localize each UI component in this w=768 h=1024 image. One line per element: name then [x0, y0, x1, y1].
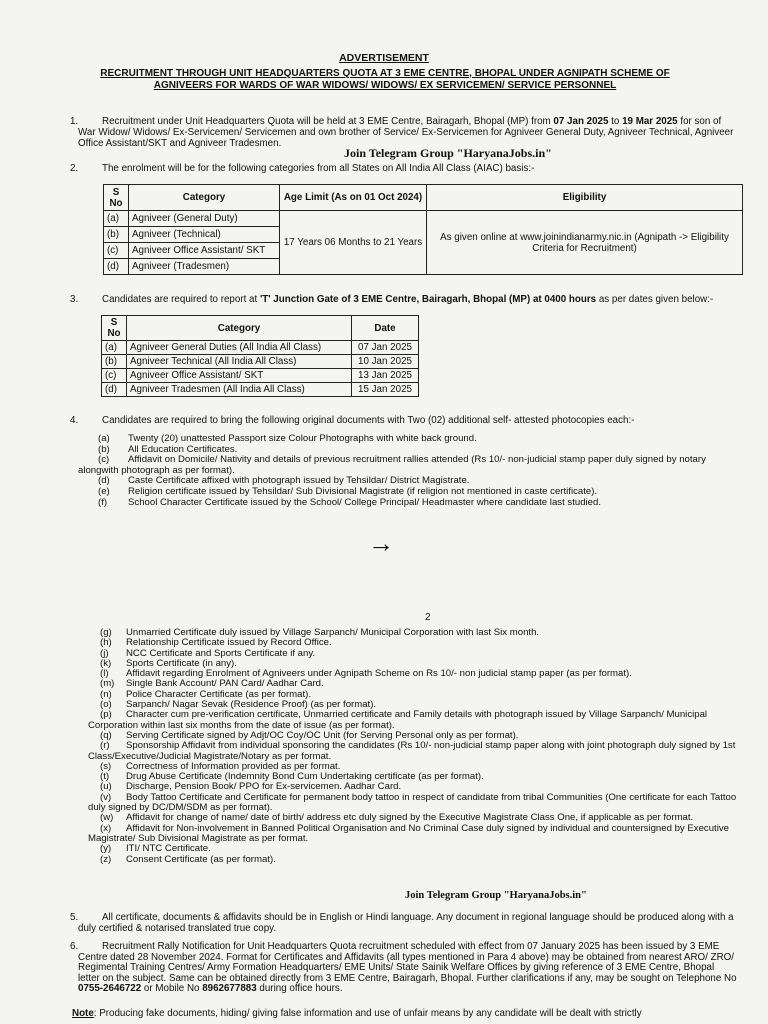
para-2 — [70, 163, 738, 174]
note-label: Note — [72, 1008, 94, 1019]
table2-category: Agniveer General Duties (All India All Class) — [127, 341, 352, 355]
item-label: (q) — [100, 729, 112, 741]
para-6-text-a: Recruitment Rally Notification for Unit Headquarters Quota recruitment scheduled with effect from 07 January 2025 has been issued by 3 EME Centre dated 28 November 2024. Format for Certificates and Affidavits (all types mentioned in Para 4 above) may be obtained from nearest ARO/ ZRO/ Regimental Training Centres/ Army Formation Headquarters/ EME Units/ State Sainik Welfare Offices by giving reference of 3 EME Centre, Bhopal letter on the subject. Same can be obtained directly from 3 EME Centre, Bairagarh, Bhopal. Further clarifications if any, may be sought on Telephone No — [78, 941, 737, 984]
table2-header-date: Date — [352, 316, 419, 341]
table1-header-sno: S No — [104, 185, 129, 211]
list-item — [100, 855, 745, 865]
table2-category: Agniveer Office Assistant/ SKT — [127, 369, 352, 383]
table1-sno: (c) — [104, 243, 129, 259]
item-text: Sponsorship Affidavit from individual sponsoring the candidates (Rs 10/- non-judicial stamp paper along with joint photograph duly signed by 1st Class/Executive/Judicial Magistrate/Notary as per format. — [88, 740, 736, 762]
item-label: (w) — [100, 812, 114, 824]
item-label: (r) — [100, 740, 110, 752]
table1-header-eligibility: Eligibility — [427, 185, 743, 211]
note — [72, 1008, 732, 1019]
para-1-text-b: for son of War Widow/ Widows/ Ex-Servicemen/ Servicemen and own brother of Service/ Ex-Servicemen for Agniveer General Duty, Agniveer Technical, Agniveer Office Assistant/SKT and Agniveer Tradesmen. — [78, 116, 734, 149]
table1-sno: (d) — [104, 259, 129, 275]
subheading: RECRUITMENT THROUGH UNIT HEADQUARTERS QUOTA AT 3 EME CENTRE, BHOPAL UNDER AGNIPATH SCHEME OF AGNIVEERS FOR WARDS OF WAR WIDOWS/ WIDOWS/ EX SERVICEMEN/ SERVICE PERSONNEL — [100, 68, 670, 91]
para-2-number: 2. — [70, 163, 79, 174]
para-1-number: 1. — [70, 116, 79, 127]
para-3-text-a: Candidates are required to report at — [102, 294, 260, 305]
table2-category: Agniveer Technical (All India All Class) — [127, 355, 352, 369]
page-number: 2 — [425, 612, 431, 623]
mobile-number: 8962677883 — [202, 983, 257, 995]
item-label: (u) — [100, 781, 112, 793]
item-text: Affidavit for Non-involvement in Banned Political Organisation and No Criminal Case duly signed by individual and countersigned by Executive Magistrate/ Sub Divisional Magistrate as per format. — [88, 822, 729, 844]
heading: ADVERTISEMENT — [339, 52, 429, 64]
item-label: (m) — [100, 678, 115, 690]
table1-sno: (b) — [104, 227, 129, 243]
item-label: (h) — [100, 637, 112, 649]
para-1-to: to — [608, 116, 623, 127]
table2-sno: (b) — [102, 355, 127, 369]
item-label: (j) — [100, 647, 109, 659]
item-text: Serving Certificate signed by Adjt/OC Coy/OC Unit (for Serving Personal only as per format). — [126, 729, 519, 741]
para-1 — [70, 116, 738, 149]
para-3 — [70, 294, 738, 305]
item-label: (o) — [100, 699, 112, 711]
item-text: NCC Certificate and Sports Certificate if any. — [126, 647, 316, 659]
item-text: Religion certificate issued by Tehsildar/ Sub Divisional Magistrate (if religion not mentioned in caste certificate). — [128, 485, 598, 497]
table2-header-sno: S No — [102, 316, 127, 341]
table2-sno: (c) — [102, 369, 127, 383]
documents-list-page-2 — [88, 627, 745, 865]
item-label: (g) — [100, 627, 112, 638]
item-text: Character cum pre-verification certificate, Unmarried certificate and Family details with photograph issued by Village Sarpanch/ Municipal Corporation within last six months from the date of issue (as per format). — [88, 709, 708, 731]
item-label: (d) — [98, 475, 110, 487]
table2-date: 13 Jan 2025 — [352, 369, 419, 383]
item-text: Relationship Certificate issued by Record Office. — [126, 637, 332, 649]
item-text: Sarpanch/ Nagar Sevak (Residence Proof) (as per format). — [126, 699, 377, 711]
para-1-date-from: 07 Jan 2025 — [553, 116, 609, 127]
item-text: Correctness of Information provided as per format. — [126, 760, 341, 772]
table2-date: 10 Jan 2025 — [352, 355, 419, 369]
table1-category: Agniveer Office Assistant/ SKT — [129, 243, 280, 259]
category-table — [103, 184, 743, 275]
para-4-text: Candidates are required to bring the following original documents with Two (02) additional self- attested photocopies each:- — [102, 415, 635, 426]
item-label: (t) — [100, 771, 110, 783]
telegram-link-2[interactable]: Join Telegram Group "HaryanaJobs.in" — [405, 890, 587, 901]
para-3-bold: 'T' Junction Gate of 3 EME Centre, Bairagarh, Bhopal (MP) at 0400 hours — [259, 294, 597, 305]
list-item — [88, 793, 745, 814]
list-item — [88, 824, 745, 845]
eligibility: As given online at www.joinindianarmy.nic.in (Agnipath -> Eligibility Criteria for Recruitment) — [427, 211, 743, 275]
para-6 — [70, 941, 738, 995]
table1-category: Agniveer (General Duty) — [129, 211, 280, 227]
item-label: (k) — [100, 657, 112, 669]
item-label: (p) — [100, 709, 112, 721]
age-limit: 17 Years 06 Months to 21 Years — [280, 211, 427, 275]
item-label: (a) — [98, 433, 110, 444]
table2-date: 15 Jan 2025 — [352, 383, 419, 397]
item-label: (f) — [98, 496, 108, 508]
item-label: (s) — [100, 760, 112, 772]
para-1-date-to: 19 Mar 2025 — [622, 116, 678, 127]
documents-list-page-1 — [78, 433, 738, 508]
item-label: (c) — [98, 454, 110, 466]
note-text: : Producing fake documents, hiding/ giving false information and use of unfair means by any candidate will be dealt with strictly — [93, 1008, 642, 1019]
item-text: Consent Certificate (as per format). — [126, 853, 276, 865]
item-label: (b) — [98, 443, 110, 455]
table1-category: Agniveer (Tradesmen) — [129, 259, 280, 275]
para-5 — [70, 912, 738, 934]
item-text: Unmarried Certificate duly issued by Village Sarpanch/ Municipal Corporation with last Six month. — [126, 627, 540, 638]
para-3-number: 3. — [70, 294, 79, 305]
item-text: Police Character Certificate (as per format). — [126, 688, 312, 700]
table1-category: Agniveer (Technical) — [129, 227, 280, 243]
item-label: (z) — [100, 853, 112, 865]
item-text: Caste Certificate affixed with photograph issued by Tehsildar/ District Magistrate. — [128, 475, 470, 487]
para-6-text-b: during office hours. — [256, 983, 343, 995]
para-3-text-b: as per dates given below:- — [596, 294, 714, 305]
para-4 — [70, 415, 738, 426]
table2-sno: (d) — [102, 383, 127, 397]
para-4-number: 4. — [70, 415, 79, 426]
item-text: Body Tattoo Certificate and Certificate for permanent body tattoo in respect of candidate from tribal Communities (One certificate for each Tattoo duly signed by DC/DM/SDM as per format). — [88, 791, 737, 814]
item-label: (x) — [100, 822, 112, 834]
para-1-text-a: Recruitment under Unit Headquarters Quota will be held at 3 EME Centre, Bairagarh, Bhopal (MP) from — [102, 116, 554, 127]
item-label: (e) — [98, 485, 110, 497]
table2-date: 07 Jan 2025 — [352, 341, 419, 355]
item-text: Single Bank Account/ PAN Card/ Aadhar Card. — [126, 678, 324, 690]
para-5-number: 5. — [70, 912, 79, 923]
list-item — [88, 710, 745, 731]
schedule-table — [101, 315, 419, 397]
item-text: ITI/ NTC Certificate. — [126, 843, 211, 855]
item-text: All Education Certificates. — [128, 443, 238, 455]
item-label: (l) — [100, 668, 109, 680]
item-text: Affidavit on Domicile/ Nativity and details of previous recruitment rallies attended (Rs 10/- non-judicial stamp paper duly signed by notary alongwith photograph as per format). — [78, 454, 706, 476]
list-item — [88, 741, 745, 762]
para-6-or: or Mobile No — [141, 983, 203, 995]
table2-sno: (a) — [102, 341, 127, 355]
item-text: Discharge, Pension Book/ PPO for Ex-servicemen. Aadhar Card. — [126, 781, 402, 793]
item-text: Drug Abuse Certificate (Indemnity Bond Cum Undertaking certificate (as per format). — [126, 771, 484, 783]
item-label: (v) — [100, 791, 112, 803]
list-item — [98, 498, 738, 509]
item-text: Sports Certificate (in any). — [126, 657, 237, 669]
table1-header-age: Age Limit (As on 01 Oct 2024) — [280, 185, 427, 211]
telephone-number: 0755-2646722 — [78, 983, 142, 995]
item-text: Affidavit for change of name/ date of birth/ address etc duly signed by the Executive Magistrate Class One, if applicable as per format. — [126, 812, 694, 824]
table1-header-category: Category — [129, 185, 280, 211]
telegram-link[interactable]: Join Telegram Group "HaryanaJobs.in" — [344, 146, 552, 160]
item-text: Twenty (20) unattested Passport size Colour Photographs with white back ground. — [128, 433, 477, 444]
table2-category: Agniveer Tradesmen (All India All Class) — [127, 383, 352, 397]
table2-header-category: Category — [127, 316, 352, 341]
table1-sno: (a) — [104, 211, 129, 227]
arrow-icon: → — [368, 528, 394, 558]
para-2-text: The enrolment will be for the following categories from all States on All India All Class (AIAC) basis:- — [102, 163, 535, 174]
para-5-text: All certificate, documents & affidavits should be in English or Hindi language. Any document in regional language should be produced along with a duly certified & notarised translated true copy. — [78, 912, 734, 934]
item-label: (n) — [100, 688, 112, 700]
list-item — [78, 455, 738, 476]
item-text: School Character Certificate issued by the School/ College Principal/ Headmaster where candidate last studied. — [128, 496, 602, 508]
item-text: Affidavit regarding Enrolment of Agniveers under Agnipath Scheme on Rs 10/- non judicial stamp paper (as per format). — [126, 668, 632, 680]
para-6-number: 6. — [70, 941, 79, 952]
item-label: (y) — [100, 843, 112, 855]
